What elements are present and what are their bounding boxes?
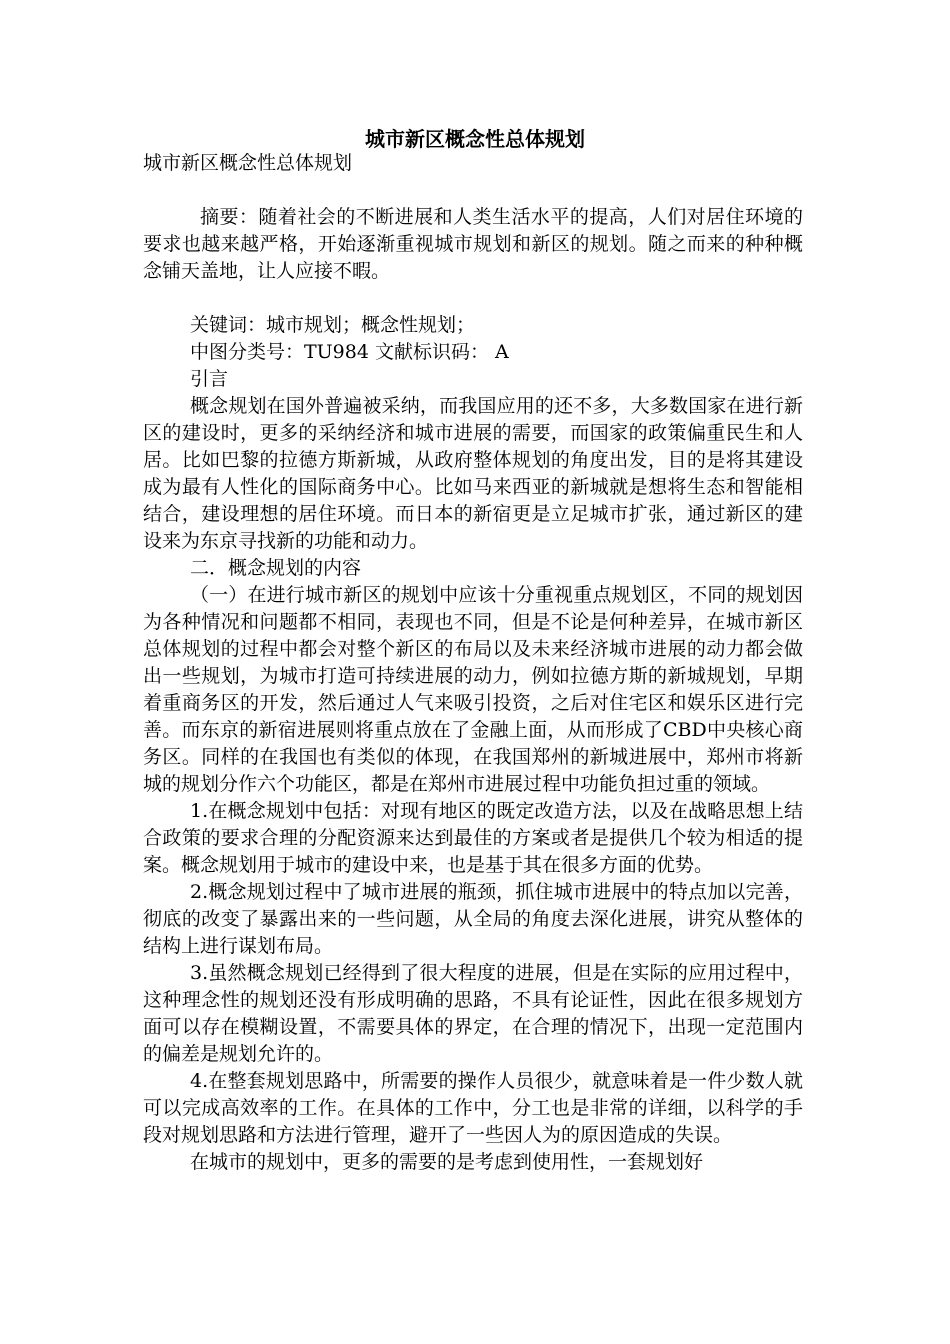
document-body (143, 150, 803, 1176)
classification-line: 中图分类号：TU984 文献标识码： A (190, 341, 509, 363)
document-title: 城市新区概念性总体规划 (365, 127, 585, 151)
closing-paragraph: 在城市的规划中，更多的需要的是考虑到使用性，一套规划好 (190, 1151, 704, 1173)
section-two-paragraph: （一）在进行城市新区的规划中应该十分重视重点规划区，不同的规划因为各种情况和问题都不相同，表现也不同，但是不论是何种差异，在城市新区总体规划的过程中都会对整个新区的布局以及未来经济城市进展的动力都会做出一些规划，为城市打造可持续进展的动力，例如拉德方斯的新城规划，早期着重商务区的开发，然后通过人气来吸引投资，之后对住宅区和娱乐区进行完善。而东京的新宿进展则将重点放在了金融上面，从而形成了CBD中央核心商务区。同样的在我国也有类似的体现，在我国郑州的新城进展中，郑州市将新城的规划分作六个功能区，都是在郑州市进展过程中功能负担过重的领域。 (143, 584, 803, 795)
section-two-heading: 二．概念规划的内容 (190, 557, 362, 579)
list-item-4: 4.在整套规划思路中，所需要的操作人员很少，就意味着是一件少数人就可以完成高效率的工作。在具体的工作中，分工也是非常的详细，以科学的手段对规划思路和方法进行管理，避开了一些因人为的原因造成的失误。 (143, 1070, 803, 1146)
keywords-line: 关键词：城市规划；概念性规划； (190, 314, 476, 336)
abstract-paragraph: 摘要：随着社会的不断进展和人类生活水平的提高，人们对居住环境的要求也越来越严格，开始逐渐重视城市规划和新区的规划。随之而来的种种概念铺天盖地，让人应接不暇。 (143, 206, 803, 282)
document-subtitle: 城市新区概念性总体规划 (143, 152, 353, 174)
list-item-1: 1.在概念规划中包括：对现有地区的既定改造方法，以及在战略思想上结合政策的要求合理的分配资源来达到最佳的方案或者是提供几个较为相适的提案。概念规划用于城市的建设中来，也是基于其在很多方面的优势。 (143, 800, 803, 876)
list-item-2: 2.概念规划过程中了城市进展的瓶颈，抓住城市进展中的特点加以完善，彻底的改变了暴露出来的一些问题，从全局的角度去深化进展，讲究从整体的结构上进行谋划布局。 (143, 881, 803, 957)
intro-heading: 引言 (190, 368, 229, 390)
intro-paragraph: 概念规划在国外普遍被采纳，而我国应用的还不多，大多数国家在进行新区的建设时，更多的采纳经济和城市进展的需要，而国家的政策偏重民生和人居。比如巴黎的拉德方斯新城，从政府整体规划的角度出发，目的是将其建设成为最有人性化的国际商务中心。比如马来西亚的新城就是想将生态和智能相结合，建设理想的居住环境。而日本的新宿更是立足城市扩张，通过新区的建设来为东京寻找新的功能和动力。 (143, 395, 803, 552)
list-item-3: 3.虽然概念规划已经得到了很大程度的进展，但是在实际的应用过程中，这种理念性的规划还没有形成明确的思路，不具有论证性，因此在很多规划方面可以存在模糊设置，不需要具体的界定，在合理的情况下，出现一定范围内的偏差是规划允许的。 (143, 962, 803, 1065)
